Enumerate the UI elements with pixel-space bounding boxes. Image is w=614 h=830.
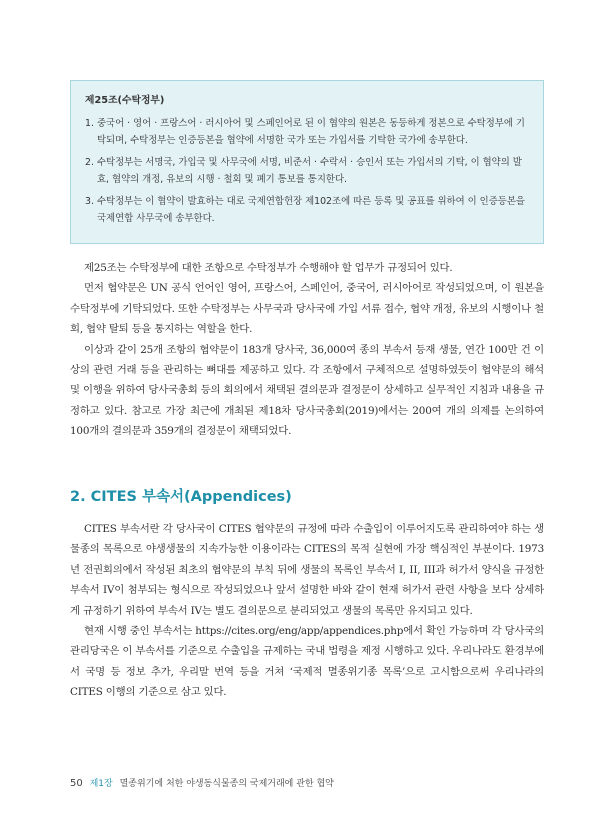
article-item (85, 116, 529, 149)
article-title: 제25조(수탁정부) (85, 95, 165, 106)
paragraph: 현재 시행 중인 부속서는 https://cites.org/eng/app/appendices.php에서 확인 가능하며 각 당사국의 관리당국은 이 부속서를 기준으로 수출입을 규제하는 국내 법령을 제정 시행하고 있다. 우리나라도 환경부에서 국명 등 정보 추가, 우리말 번역 등을 거쳐 ‘국제적 멸종위기종 목록’으로 고시함으로써 우리나라의 CITES 이행의 기준으로 삼고 있다. (70, 625, 544, 699)
paragraph: 이상과 같이 25개 조항의 협약문이 183개 당사국, 36,000여 종의 부속서 등재 생물, 연간 100만 건 이상의 관련 거래 등을 관리하는 뼈대를 제공하고 있다. 각 조항에서 구체적으로 설명하였듯이 협약문의 해석 및 이행을 위하여 당사국총회 등의 회의에서 채택된 결의문과 결정문이 상세하고 실무적인 지침과 내용을 규정하고 있다. 참고로 가장 최근에 개최된 제18차 당사국총회(2019)에서는 200여 개의 의제를 논의하여 100개의 결의문과 359개의 결정문이 채택되었다. (70, 343, 544, 438)
chapter-label: 제1장 (89, 779, 113, 789)
section2-heading: 2. CITES 부속서(Appendices) (70, 489, 292, 505)
page-footer (70, 776, 334, 789)
article-box (70, 80, 544, 244)
article-item-text: 수탁정부는 서명국, 가입국 및 사무국에 서명, 비준서 · 수락서 · 승인서 또는 가입서의 기탁, 이 협약의 발효, 협약의 개정, 유보의 시행 · 철회 및 폐기 통보를 통지한다. (97, 157, 522, 185)
paragraph: 먼저 협약문은 UN 공식 언어인 영어, 프랑스어, 스페인어, 중국어, 러시아어로 작성되었으며, 이 원본을 수탁정부에 기탁되었다. 또한 수탁정부는 사무국과 당사국에 가입 서류 접수, 협약 개정, 유보의 시행이나 철회, 협약 탈퇴 등을 통지하는 역할을 한다. (70, 282, 544, 336)
article-item (85, 194, 529, 227)
article-item-number: 1. (85, 118, 94, 129)
section2-body (70, 519, 544, 703)
article-item-number: 2. (85, 157, 94, 168)
article-item-number: 3. (85, 196, 94, 207)
article-item-text: 중국어 · 영어 · 프랑스어 · 러시아어 및 스페인어로 된 이 협약의 원본은 동등하게 정본으로 수탁정부에 기탁되며, 수탁정부는 인증등본을 협약에 서명한 국가 또는 가입서를 기탁한 국가에 송부한다. (97, 118, 525, 146)
page-number: 50 (70, 778, 83, 789)
paragraph: CITES 부속서란 각 당사국이 CITES 협약문의 규정에 따라 수출입이 이루어지도록 관리하여야 하는 생물종의 목록으로 야생생물의 지속가능한 이용이라는 CITES의 목적 실현에 가장 핵심적인 부분이다. 1973년 전권회의에서 작성된 최초의 협약문의 부칙 뒤에 생물의 목록인 부속서 I, II, III과 허가서 양식을 규정한 부속서 IV이 첨부되는 형식으로 작성되었으나 앞서 설명한 바와 같이 현재 허가서 관련 사항을 보다 상세하게 규정하기 위하여 부속서 IV는 별도 결의문으로 분리되었고 생물의 목록만 유지되고 있다. (70, 523, 544, 617)
chapter-title: 멸종위기에 처한 야생동식물종의 국제거래에 관한 협약 (119, 779, 334, 789)
article-item-text: 수탁정부는 이 협약이 발효하는 대로 국제연합헌장 제102조에 따른 등록 및 공표를 위하여 이 인증등본을 국제연합 사무국에 송부한다. (97, 196, 525, 224)
paragraph: 제25조는 수탁정부에 대한 조항으로 수탁정부가 수행해야 할 업무가 규정되어 있다. (84, 262, 453, 274)
section1-body (70, 258, 544, 442)
article-item (85, 155, 529, 188)
